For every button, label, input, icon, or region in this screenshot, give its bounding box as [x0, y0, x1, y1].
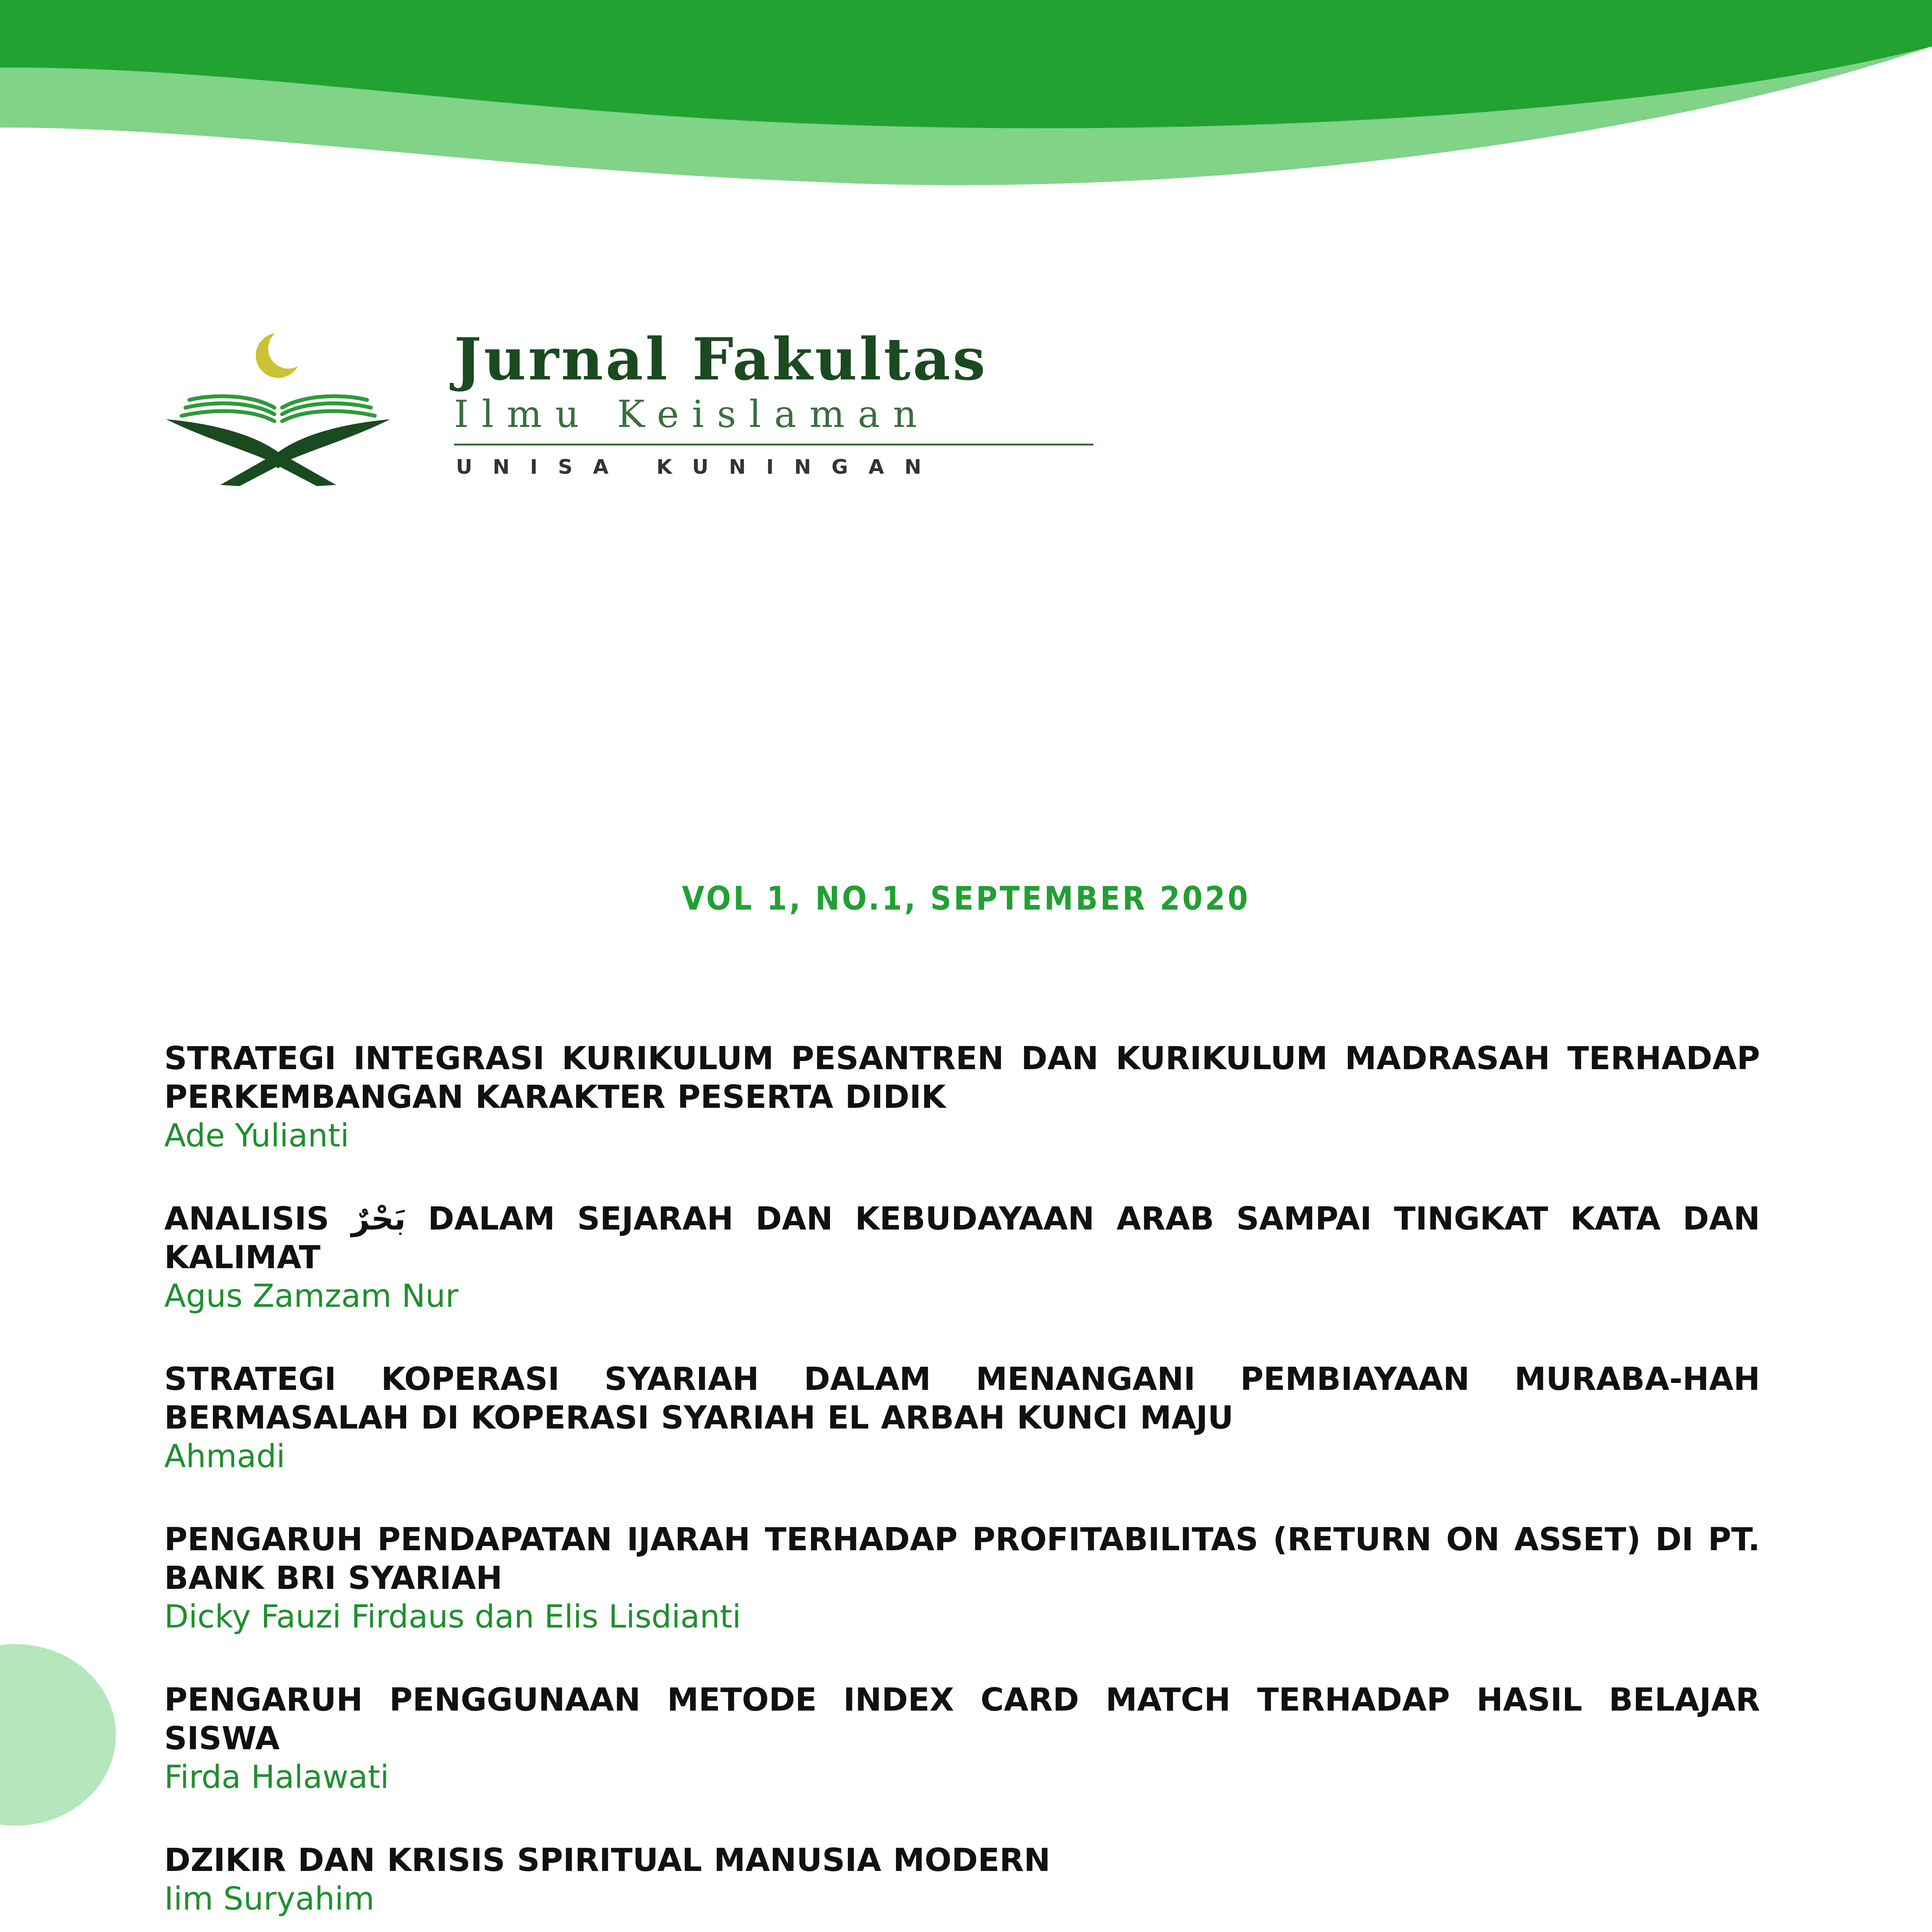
article-title: STRATEGI INTEGRASI KURIKULUM PESANTREN DAN KURIKULUM MADRASAH TERHADAP PERKEMBANGAN KARAKTER PESERTA DIDIK	[164, 1040, 1760, 1116]
article-title: PENGARUH PENGGUNAAN METODE INDEX CARD MATCH TERHADAP HASIL BELAJAR SISWA	[164, 1682, 1760, 1757]
university-name: UNISA KUNINGAN	[456, 456, 942, 479]
journal-title: Jurnal Fakultas	[454, 325, 988, 393]
article-list	[164, 1039, 1760, 1932]
open-book-icon	[182, 396, 375, 421]
crescent-icon	[256, 328, 308, 378]
article-item	[164, 1039, 1760, 1155]
article-author: Ahmadi	[164, 1438, 286, 1475]
article-author: Iim Suryahim	[164, 1881, 375, 1917]
article-item	[164, 1841, 1760, 1918]
quran-stand-icon	[162, 325, 394, 487]
decorative-circle-left	[0, 1644, 116, 1826]
article-item	[164, 1200, 1760, 1316]
article-title: PENGARUH PENDAPATAN IJARAH TERHADAP PROFITABILITAS (RETURN ON ASSET) DI PT. BANK BRI SYARIAH	[164, 1521, 1760, 1597]
article-item	[164, 1360, 1760, 1476]
article-title: ANALISIS بَحْرٌ DALAM SEJARAH DAN KEBUDAYAAN ARAB SAMPAI TINGKAT KATA DAN KALIMAT	[164, 1201, 1760, 1276]
book-stand-icon	[166, 419, 390, 486]
journal-subtitle: Ilmu Keislaman	[454, 393, 930, 436]
article-title: STRATEGI KOPERASI SYARIAH DALAM MENANGANI PEMBIAYAAN MURABA-HAH BERMASALAH DI KOPERASI SYARIAH EL ARBAH KUNCI MAJU	[164, 1361, 1760, 1436]
article-author: Agus Zamzam Nur	[164, 1278, 459, 1315]
article-author: Firda Halawati	[164, 1759, 389, 1796]
article-author: Ade Yulianti	[164, 1117, 349, 1154]
top-wave-decoration	[0, 0, 1932, 201]
logo-divider	[454, 444, 1094, 446]
journal-logo	[162, 325, 988, 487]
article-title: DZIKIR DAN KRISIS SPIRITUAL MANUSIA MODERN	[164, 1842, 1051, 1879]
article-item	[164, 1520, 1760, 1636]
volume-heading: VOL 1, NO.1, SEPTEMBER 2020	[682, 879, 1250, 917]
article-item	[164, 1681, 1760, 1797]
article-author: Dicky Fauzi Firdaus dan Elis Lisdianti	[164, 1599, 741, 1635]
